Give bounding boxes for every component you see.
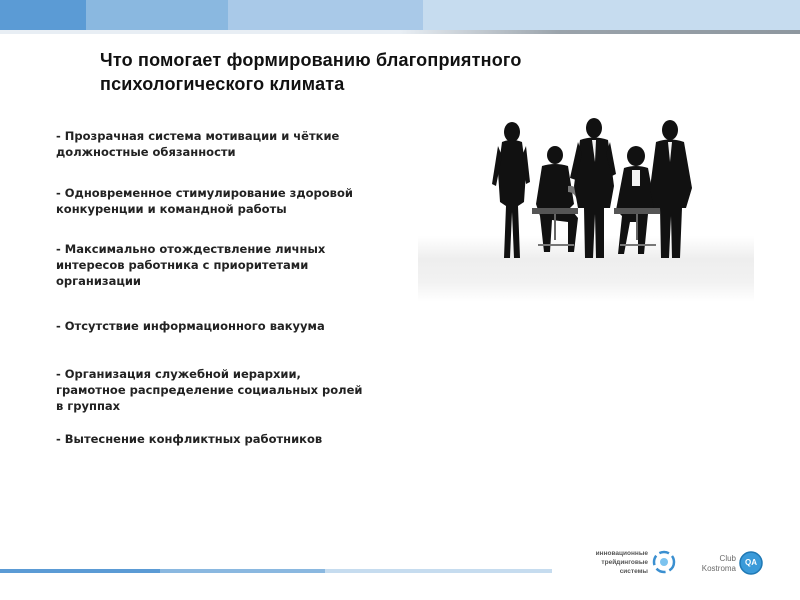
top-band-underline bbox=[0, 30, 800, 34]
bullet-line: интересов работника с приоритетами bbox=[56, 258, 309, 272]
slide-title-line: Что помогает формированию благоприятного bbox=[100, 50, 522, 70]
bullet-line: - Отсутствие информационного вакуума bbox=[56, 319, 325, 333]
bottom-line-segment bbox=[325, 569, 552, 573]
bullet-item bbox=[56, 366, 426, 414]
bullet-line: грамотное распределение социальных ролей bbox=[56, 383, 363, 397]
slide-title bbox=[100, 48, 700, 96]
bullet-line: - Максимально отождествление личных bbox=[56, 242, 326, 256]
bullet-line: - Вытеснение конфликтных работников bbox=[56, 432, 323, 446]
swirl-logo-icon bbox=[652, 550, 676, 574]
top-band-segment bbox=[86, 0, 228, 30]
slide-title-line: психологического климата bbox=[100, 74, 345, 94]
bullet-line: в группах bbox=[56, 399, 121, 413]
team-silhouette-icon bbox=[418, 112, 754, 302]
bullet-item bbox=[56, 128, 426, 160]
logo-text-line: инновационные bbox=[595, 550, 648, 557]
bullet-item bbox=[56, 185, 426, 217]
bullet-item bbox=[56, 318, 426, 334]
logo-text bbox=[692, 554, 736, 574]
bullet-line: организации bbox=[56, 274, 141, 288]
bullet-item bbox=[56, 241, 426, 289]
bullet-line: - Прозрачная система мотивации и чёткие bbox=[56, 129, 340, 143]
top-decorative-band bbox=[0, 0, 800, 34]
qa-badge-text: QA bbox=[745, 558, 757, 567]
logo-text-line: Club bbox=[719, 554, 736, 563]
bullet-line: должностные обязанности bbox=[56, 145, 236, 159]
top-band-segment bbox=[0, 0, 86, 30]
logo-text bbox=[584, 549, 648, 576]
top-band-segment bbox=[228, 0, 423, 30]
logo-text-line: системы bbox=[619, 568, 648, 575]
bottom-decorative-line bbox=[0, 569, 552, 573]
innovative-trading-systems-logo bbox=[584, 546, 682, 578]
bullet-line: конкуренции и командной работы bbox=[56, 202, 287, 216]
logo-text-line: трейдинговые bbox=[601, 559, 648, 566]
bullet-line: - Организация служебной иерархии, bbox=[56, 367, 301, 381]
bottom-line-segment bbox=[160, 569, 325, 573]
logo-text-line: Kostroma bbox=[701, 564, 736, 573]
bullet-line: - Одновременное стимулирование здоровой bbox=[56, 186, 353, 200]
business-team-illustration bbox=[418, 112, 754, 302]
club-kostroma-logo bbox=[692, 548, 772, 578]
bottom-line-segment bbox=[0, 569, 160, 573]
bullet-item bbox=[56, 431, 426, 447]
top-band-segment bbox=[423, 0, 800, 30]
